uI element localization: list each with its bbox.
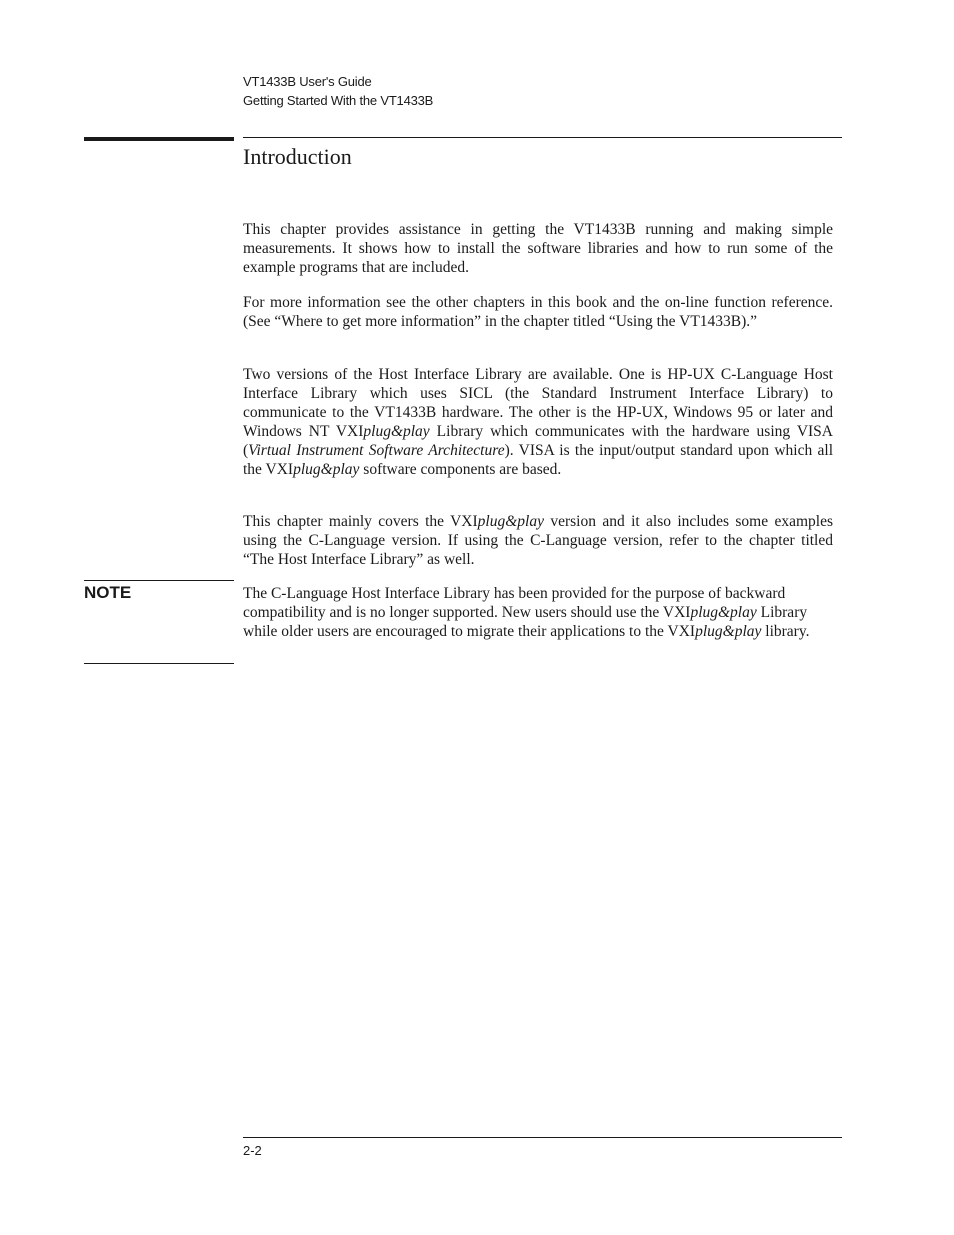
text-run: version and it also includes some examples using the C-Language version. If using the C-Language version, refer to the chapter titled “The Host Interface Library” as well. (243, 513, 833, 568)
text-run-italic: plug&play (477, 513, 544, 530)
text-run: Library which communicates with the hardware using VISA ( (243, 423, 833, 459)
running-header (243, 72, 433, 110)
note-text (243, 584, 833, 641)
text-run-italic: Virtual Instrument Software Architecture (248, 442, 505, 459)
paragraph-library-versions (243, 365, 833, 479)
note-label: NOTE (84, 583, 132, 602)
section-title: Introduction (243, 144, 352, 169)
text-run-italic: plug&play (363, 423, 430, 440)
text-run: software components are based. (359, 461, 562, 478)
note-bottom-rule (84, 663, 234, 664)
text-run: The C-Language Host Interface Library has been provided for the purpose of backward compatibility and is no longer supported. New users should use the VXI (243, 585, 786, 621)
text-run-italic: plug&play (690, 604, 757, 621)
page-number: 2-2 (243, 1143, 262, 1158)
note-top-rule (84, 580, 234, 581)
paragraph-chapter-coverage (243, 512, 833, 569)
section-top-rule (243, 137, 842, 138)
footer-rule (243, 1137, 842, 1138)
margin-thick-rule (84, 137, 234, 141)
header-chapter-title: Getting Started With the VT1433B (243, 93, 434, 108)
text-run: Two versions of the Host Interface Library are available. One is HP-UX C-Language Host Interface Library which uses SICL (the Standard Instrument Interface Library) to communicate to the VT1433B hardware. The other is the HP-UX, Windows 95 or later and Windows NT VXI (243, 366, 833, 440)
paragraph-intro: This chapter provides assistance in getting the VT1433B running and making simple measurements. It shows how to install the software libraries and how to run some of the example programs that are included. (243, 221, 833, 276)
text-run: library. (761, 623, 810, 640)
text-run-italic: plug&play (695, 623, 762, 640)
text-run-italic: plug&play (293, 461, 360, 478)
paragraph-more-info: For more information see the other chapters in this book and the on-line function reference. (See “Where to get more information” in the chapter titled “Using the VT1433B).” (243, 294, 833, 330)
text-run: This chapter mainly covers the VXI (243, 513, 478, 530)
text-run: Library while older users are encouraged to migrate their applications to the VXI (243, 604, 808, 640)
text-run: ). VISA is the input/output standard upon which all the VXI (243, 442, 833, 478)
header-guide-title: VT1433B User's Guide (243, 74, 372, 89)
